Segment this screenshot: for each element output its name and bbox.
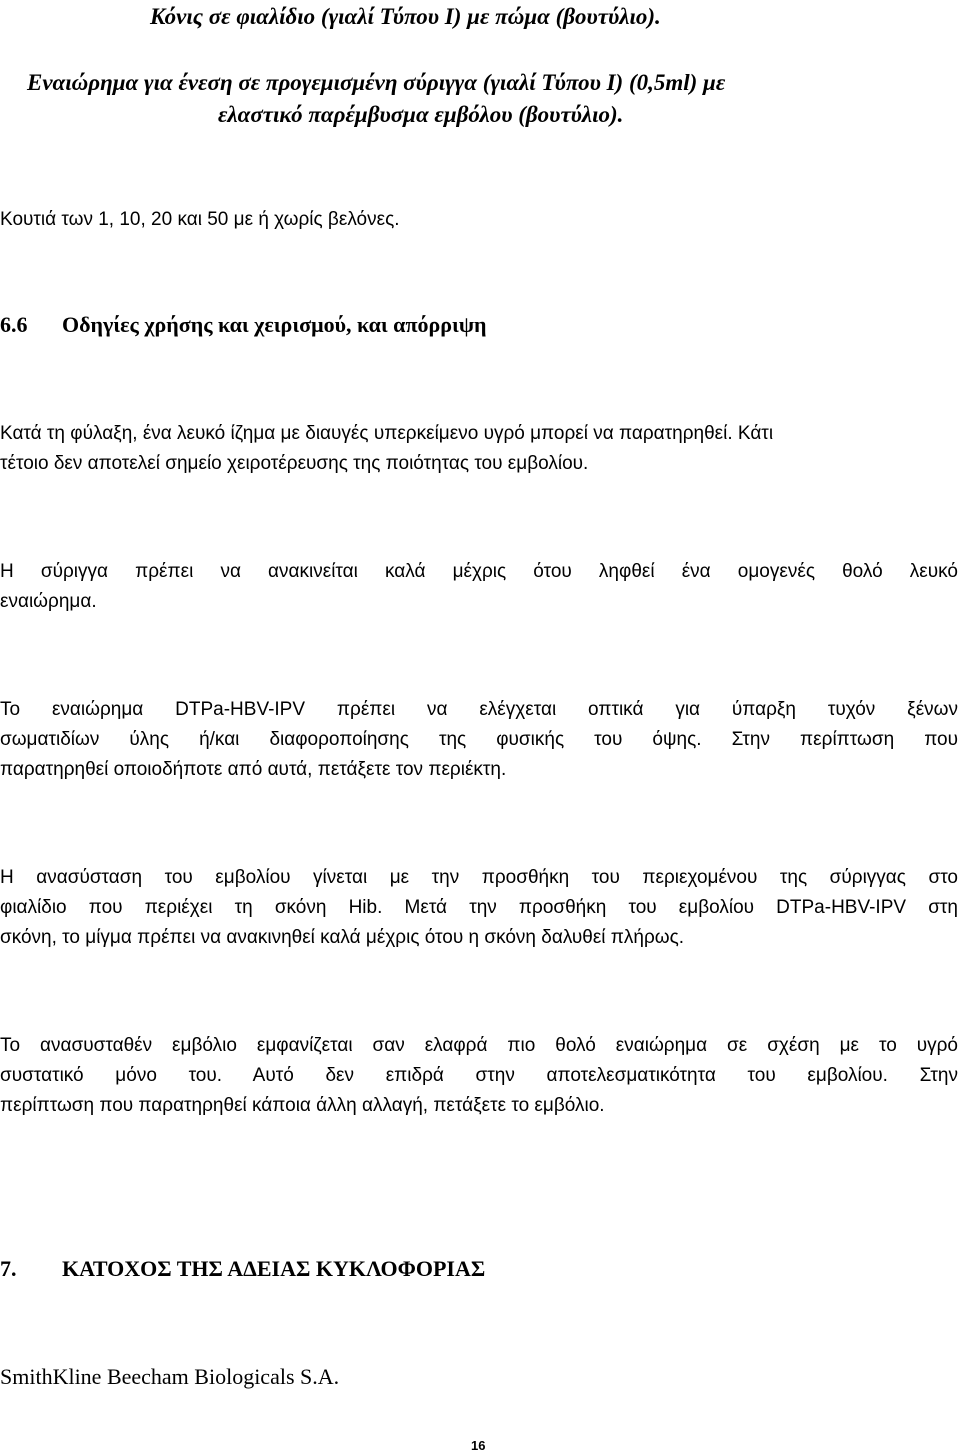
appearance-paragraph-line1: Το ανασυσταθέν εμβόλιο εμφανίζεται σαν ελαφρά πιο θολό εναιώρημα σε σχέση με το υγρό xyxy=(0,1035,958,1056)
appearance-paragraph-line3: περίπτωση που παρατηρηθεί κάποια άλλη αλλαγή, πετάξετε το εμβόλιο. xyxy=(0,1095,605,1116)
reconstitution-paragraph-line1: Η ανασύσταση του εμβολίου γίνεται με την προσθήκη του περιεχομένου της σύριγγας στο xyxy=(0,867,958,888)
suspension-container-text-line2: ελαστικό παρέμβυσμα εμβόλου (βουτύλιο). xyxy=(218,102,624,127)
reconstitution-paragraph-line3: σκόνη, το μίγμα πρέπει να ανακινηθεί καλά μέχρις ότου η σκόνη δαλυθεί πλήρως. xyxy=(0,927,685,948)
powder-container-text: Κόνις σε φιαλίδιο (γιαλί Τύπου Ι) με πώμα (βουτύλιο). xyxy=(150,4,661,29)
appearance-paragraph-line2: συστατικό μόνο του. Αυτό δεν επιδρά στην αποτελεσματικότητα του εμβολίου. Στην xyxy=(0,1065,958,1086)
shake-paragraph-line2: εναιώρημα. xyxy=(0,591,97,612)
inspection-paragraph-line2: σωματιδίων ύλης ή/και διαφοροποίησης της φυσικής του όψης. Στην περίπτωση που xyxy=(0,729,958,750)
page-number: 16 xyxy=(471,1438,486,1453)
section-7-number: 7. xyxy=(0,1256,17,1281)
marketing-holder-name: SmithKline Beecham Biologicals S.A. xyxy=(0,1364,340,1389)
inspection-paragraph-line1: Το εναιώρημα DTPa-HBV-IPV πρέπει να ελέγχεται οπτικά για ύπαρξη τυχόν ξένων xyxy=(0,699,958,720)
section-6-6-number: 6.6 xyxy=(0,312,28,337)
storage-paragraph-line1: Κατά τη φύλαξη, ένα λευκό ίζημα με διαυγές υπερκείμενο υγρό μπορεί να παρατηρηθεί. Κάτι xyxy=(0,423,774,444)
reconstitution-paragraph-line2: φιαλίδιο που περιέχει τη σκόνη Hib. Μετά την προσθήκη του εμβολίου DTPa-HBV-IPV στη xyxy=(0,897,958,918)
pack-sizes-text: Κουτιά των 1, 10, 20 και 50 με ή χωρίς βελόνες. xyxy=(0,209,400,230)
section-7-title: ΚΑΤΟΧΟΣ ΤΗΣ ΑΔΕΙΑΣ ΚΥΚΛΟΦΟΡΙΑΣ xyxy=(62,1256,486,1281)
section-6-6-title: Οδηγίες χρήσης και χειρισμού, και απόρριψη xyxy=(62,312,487,337)
inspection-paragraph-line3: παρατηρηθεί οποιοδήποτε από αυτά, πετάξετε τον περιέκτη. xyxy=(0,759,507,780)
storage-paragraph-line2: τέτοιο δεν αποτελεί σημείο χειροτέρευσης της ποιότητας του εμβολίου. xyxy=(0,453,589,474)
shake-paragraph-line1: Η σύριγγα πρέπει να ανακινείται καλά μέχρις ότου ληφθεί ένα ομογενές θολό λευκό xyxy=(0,561,958,582)
suspension-container-text-line1: Εναιώρημα για ένεση σε προγεμισμένη σύριγγα (γιαλί Τύπου Ι) (0,5ml) με xyxy=(27,70,726,95)
